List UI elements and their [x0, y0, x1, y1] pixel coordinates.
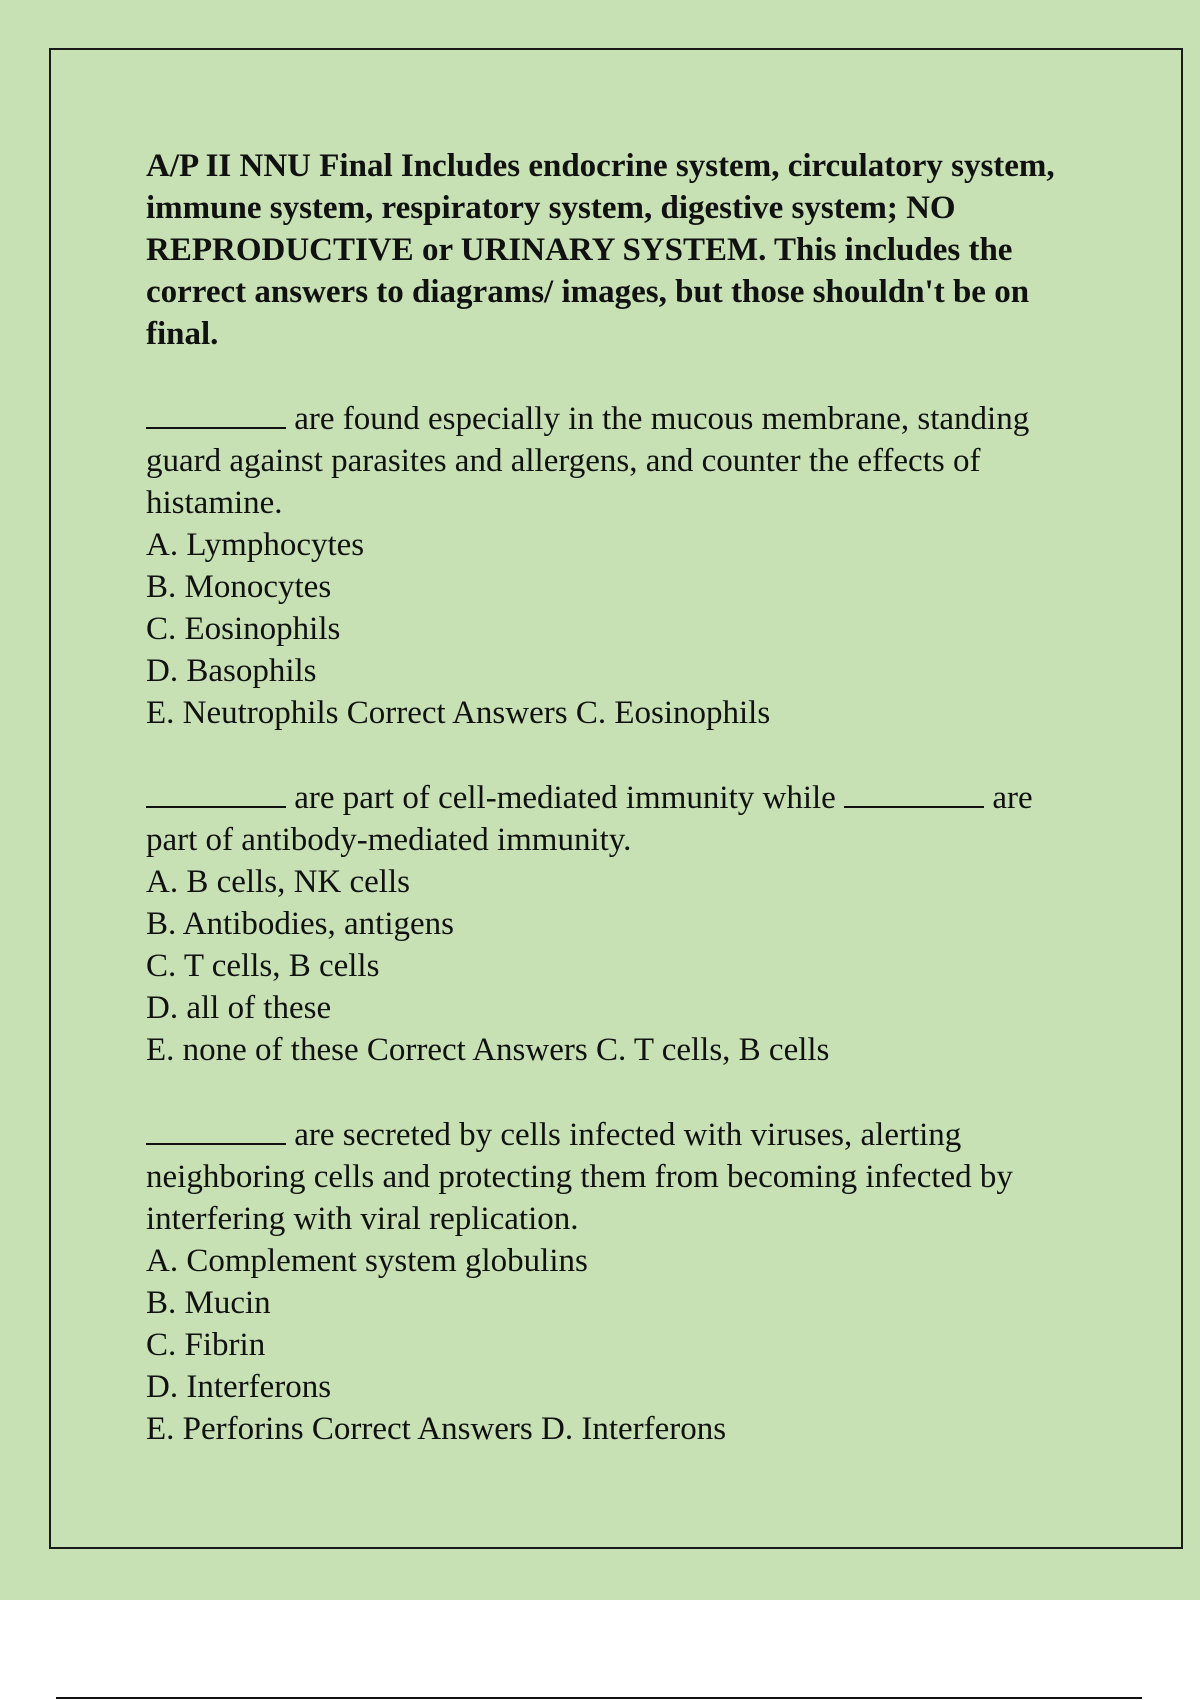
question-stem — [146, 776, 1066, 861]
answer-blank — [146, 776, 286, 808]
page-bottom-rule — [56, 1697, 1142, 1699]
question-2 — [146, 776, 1066, 1071]
option-a: A. Lymphocytes — [146, 527, 365, 563]
answer-blank — [146, 1113, 286, 1145]
option-b: B. Monocytes — [146, 569, 332, 605]
option-c: C. T cells, B cells — [146, 948, 380, 984]
question-stem-text-continued: are part of antibody-mediated immunity. — [146, 780, 1033, 858]
answer-blank — [844, 776, 984, 808]
option-d: D. Interferons — [146, 1369, 332, 1405]
option-d: D. all of these — [146, 990, 332, 1026]
option-e-with-answer: E. Perforins Correct Answers D. Interferons — [146, 1411, 727, 1447]
option-e-with-answer: E. none of these Correct Answers C. T cells, B cells — [146, 1032, 830, 1068]
option-b: B. Mucin — [146, 1285, 271, 1321]
question-stem-text: are part of cell-mediated immunity while — [294, 780, 836, 816]
question-stem — [146, 1113, 1066, 1240]
option-c: C. Fibrin — [146, 1327, 266, 1363]
option-d: D. Basophils — [146, 653, 317, 689]
question-1 — [146, 397, 1066, 734]
document-content — [146, 145, 1066, 1492]
question-stem-text: are secreted by cells infected with viruses, alerting neighboring cells and protecting them from becoming infected by interfering with viral replication. — [146, 1117, 1013, 1237]
question-stem-text: are found especially in the mucous membrane, standing guard against parasites and allergens, and counter the effects of histamine. — [146, 401, 1030, 521]
option-e-with-answer: E. Neutrophils Correct Answers C. Eosinophils — [146, 695, 771, 731]
question-3 — [146, 1113, 1066, 1450]
document-title: A/P II NNU Final Includes endocrine system, circulatory system, immune system, respiratory system, digestive system; NO REPRODUCTIVE or URINARY SYSTEM. This includes the correct answers to diagrams/ images, but those shouldn't be on final. — [146, 148, 1055, 352]
option-a: A. B cells, NK cells — [146, 864, 410, 900]
option-b: B. Antibodies, antigens — [146, 906, 454, 942]
question-stem — [146, 397, 1066, 524]
answer-blank — [146, 397, 286, 429]
option-a: A. Complement system globulins — [146, 1243, 588, 1279]
option-c: C. Eosinophils — [146, 611, 341, 647]
